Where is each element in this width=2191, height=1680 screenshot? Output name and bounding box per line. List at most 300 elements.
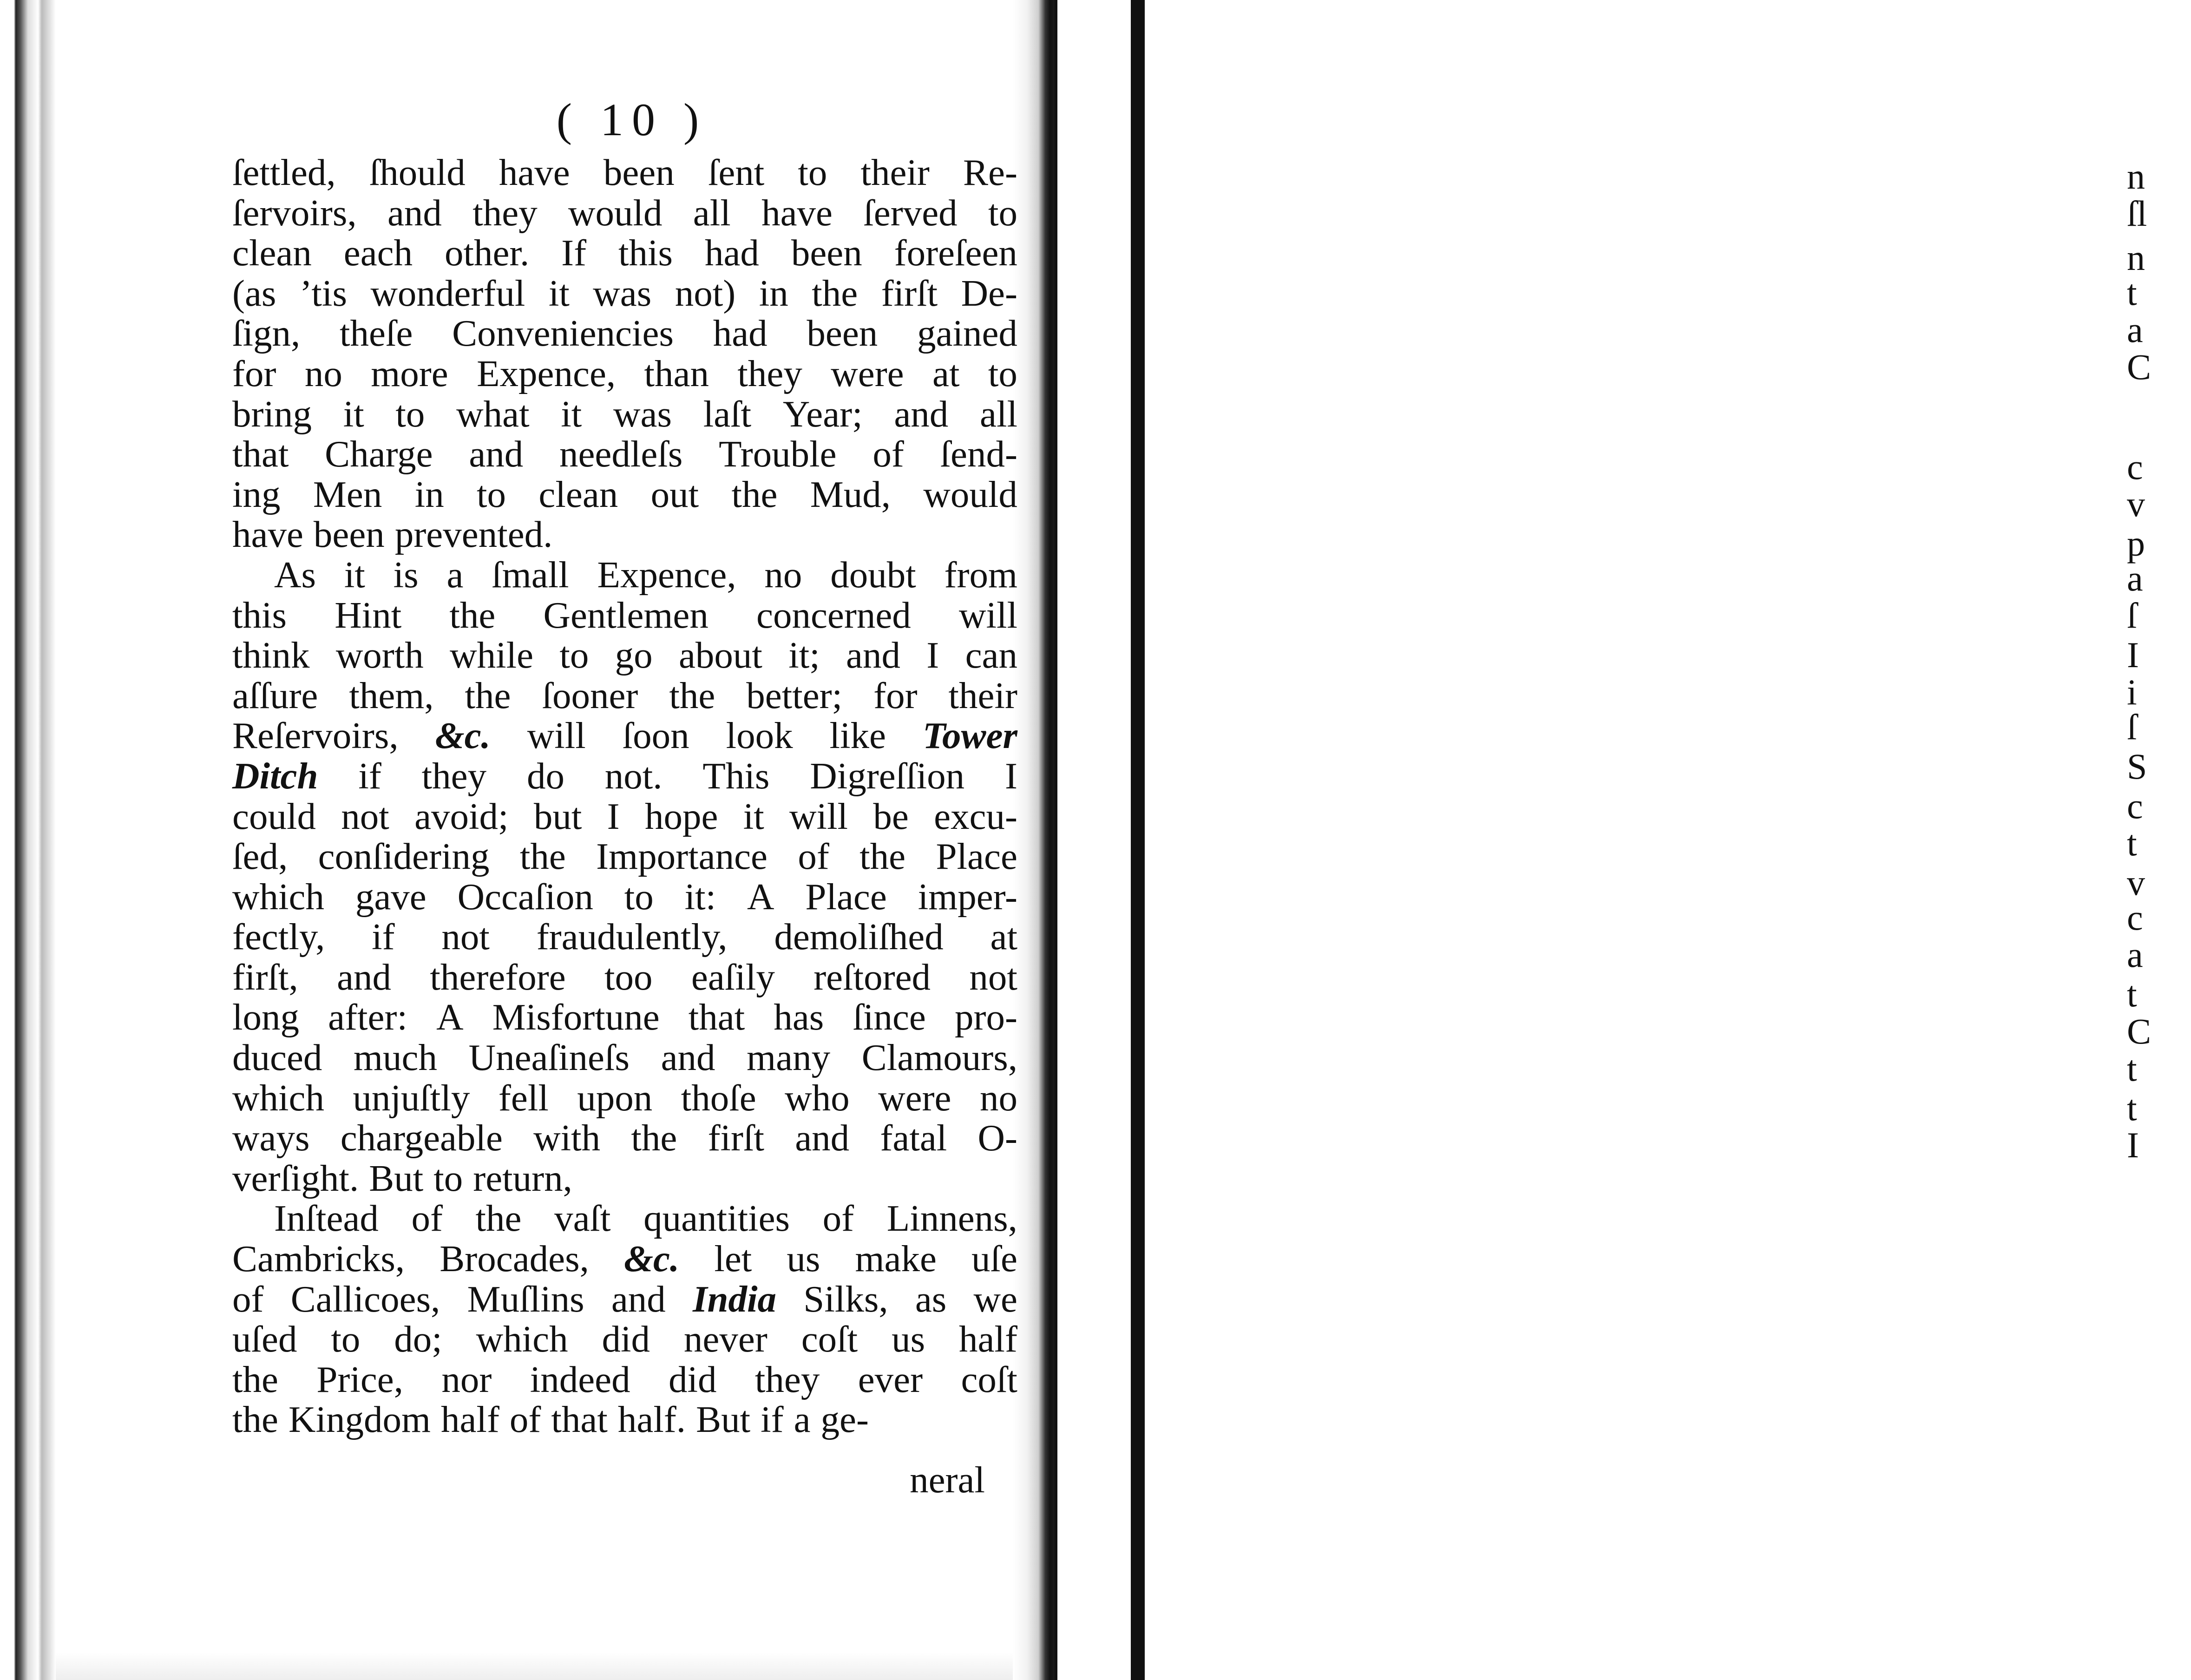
word: the [449, 594, 496, 636]
word: laſt [703, 393, 752, 435]
facing-page-fragment: ſ [2127, 595, 2137, 636]
word: Place [936, 835, 1017, 878]
text-line [232, 514, 1017, 555]
word: to [988, 352, 1017, 394]
catchword: neral [910, 1459, 985, 1501]
word: do; [394, 1318, 442, 1360]
word: could [232, 795, 316, 837]
word: if [358, 755, 381, 797]
text-line [232, 1279, 1017, 1319]
word: Silks, [803, 1278, 888, 1320]
text-line [232, 233, 1017, 273]
facing-page-fragment: v [2127, 862, 2145, 903]
word: other. [445, 232, 530, 274]
word: worth [335, 634, 424, 676]
word: too [604, 956, 653, 998]
word: Place [805, 875, 887, 918]
word: and [611, 1278, 666, 1320]
word: fraudulently, [536, 916, 728, 958]
word: ſooner [542, 674, 638, 716]
word: which [232, 875, 324, 918]
word: at [990, 916, 1017, 958]
page-gutter [1013, 0, 1055, 1680]
text-line [232, 796, 1017, 837]
word: firſt, [232, 956, 298, 998]
text-line [232, 152, 1017, 193]
word: aſſure [232, 674, 318, 716]
word: than [644, 352, 709, 394]
text-line [232, 595, 1017, 636]
word: This [702, 755, 770, 797]
word: ever [858, 1358, 923, 1400]
word: Cambricks, [232, 1238, 405, 1280]
word: never [683, 1318, 768, 1360]
word: no [304, 352, 342, 394]
word: the [232, 1358, 278, 1400]
word: and [387, 191, 442, 234]
word: ing [232, 473, 281, 515]
word: Misfortune [492, 996, 660, 1038]
word: will [958, 594, 1017, 636]
book-page [60, 0, 1017, 1680]
word: therefore [430, 956, 566, 998]
text-line [232, 474, 1017, 515]
text-line [232, 1239, 1017, 1279]
word: of [872, 433, 904, 475]
facing-page-fragment: c [2127, 446, 2143, 487]
text-line [232, 1158, 1017, 1199]
word: excu- [934, 795, 1017, 837]
word: A [436, 996, 464, 1038]
word: been [807, 312, 878, 354]
facing-page-fragment: a [2127, 309, 2143, 350]
word: ſent [708, 151, 765, 193]
text-line [232, 1399, 1017, 1440]
facing-page-fragment: ſl [2127, 193, 2147, 234]
word: needleſs [559, 433, 683, 475]
word: many [747, 1037, 831, 1079]
word: think [232, 634, 310, 676]
word: it [743, 795, 764, 837]
word: no [979, 1076, 1017, 1119]
word: the [519, 835, 566, 878]
word: to [559, 634, 589, 676]
word: Re- [963, 151, 1017, 193]
word: verſight. [232, 1157, 359, 1199]
word: vaſt [554, 1197, 611, 1240]
text-line [232, 676, 1017, 716]
word: De- [961, 272, 1017, 314]
word: firſt [881, 272, 938, 314]
word: it [343, 393, 364, 435]
word: them, [349, 674, 434, 716]
word: Occaſion [457, 875, 593, 918]
word: and [337, 956, 392, 998]
word: Muſlins [467, 1278, 584, 1320]
word: to [331, 1318, 361, 1360]
word: and [795, 1117, 850, 1159]
facing-page-fragment: t [2127, 823, 2137, 863]
word: their [948, 674, 1017, 716]
body-text [232, 152, 1017, 1440]
word: Price, [316, 1358, 404, 1400]
word: conſidering [318, 835, 490, 878]
word: all [980, 393, 1017, 435]
word: at [932, 352, 960, 394]
word: who [785, 1076, 850, 1119]
text-line [232, 635, 1017, 676]
word: Expence, [477, 352, 616, 394]
word: for [873, 674, 918, 716]
word: reſtored [813, 956, 931, 998]
word: make [855, 1238, 937, 1280]
text-line [232, 1118, 1017, 1158]
word: ſhould [369, 151, 466, 193]
word: been [791, 232, 862, 274]
word: Expence, [597, 553, 736, 596]
word: Uneaſineſs [468, 1037, 630, 1079]
word: uſed [232, 1318, 297, 1360]
word: coſt [961, 1358, 1017, 1400]
word: half. [617, 1398, 686, 1441]
text-line [232, 917, 1017, 957]
word: if [372, 916, 395, 958]
facing-page-fragment: I [2127, 635, 2139, 675]
word: ſign, [232, 312, 301, 354]
facing-page-fragment: i [2127, 672, 2137, 712]
facing-page-fragments [2126, 0, 2191, 1680]
word: gave [355, 875, 426, 918]
word: be [873, 795, 909, 837]
word: Importance [596, 835, 768, 878]
word: not [441, 916, 490, 958]
word: for [232, 352, 276, 394]
word: was [613, 393, 672, 435]
word: which [476, 1318, 568, 1360]
word: Linnens, [886, 1197, 1017, 1240]
word: eaſily [691, 956, 775, 998]
facing-page-fragment: n [2127, 156, 2145, 197]
word: ſerved [863, 191, 958, 234]
word: had [704, 232, 759, 274]
word: to [798, 151, 827, 193]
word: this [618, 232, 673, 274]
word: the [731, 473, 778, 515]
word: that [232, 433, 289, 475]
word: imper- [918, 875, 1017, 918]
word: the [232, 1398, 278, 1441]
word: a [794, 1398, 811, 1441]
word: in [414, 473, 444, 515]
word: to [477, 473, 506, 515]
word: I [607, 795, 620, 837]
word: is [393, 553, 419, 596]
word: Ditch [232, 755, 318, 797]
word: they [737, 352, 802, 394]
word: Hint [335, 594, 402, 636]
word: &c. [624, 1238, 680, 1280]
book-spine-edge [0, 0, 56, 1680]
word: to [988, 191, 1017, 234]
word: (as [232, 272, 276, 314]
word: they [421, 755, 487, 797]
word: have [499, 151, 570, 193]
word: while [450, 634, 534, 676]
word: ways [232, 1117, 310, 1159]
word: the [812, 272, 858, 314]
word: Tower [922, 715, 1017, 757]
word: has [774, 996, 824, 1038]
word: ſervoirs, [232, 191, 357, 234]
word: ſend- [940, 433, 1017, 475]
word: thoſe [681, 1076, 756, 1119]
word: this [232, 594, 287, 636]
word: not. [604, 755, 663, 797]
word: I [1005, 755, 1017, 797]
word: look [726, 715, 793, 757]
word: it; [788, 634, 820, 676]
text-line [232, 193, 1017, 233]
word: theſe [339, 312, 413, 354]
word: that [688, 996, 745, 1038]
word: but [533, 795, 582, 837]
facing-page-fragment: t [2127, 272, 2137, 313]
word: do [526, 755, 564, 797]
word: will [527, 715, 586, 757]
word: Trouble [719, 433, 837, 475]
word: bring [232, 393, 312, 435]
word: to [624, 875, 654, 918]
word: return, [473, 1157, 572, 1199]
text-line [232, 715, 1017, 756]
word: would [923, 473, 1017, 515]
word: and [661, 1037, 715, 1079]
word: the [475, 1197, 522, 1240]
word: can [965, 634, 1017, 676]
word: wonderful [370, 272, 525, 314]
page-number: ( 10 ) [556, 94, 708, 145]
facing-page-fragment: C [2127, 1011, 2152, 1051]
word: each [343, 232, 413, 274]
word: half [958, 1318, 1017, 1360]
word: Kingdom [288, 1398, 431, 1441]
word: A [747, 875, 774, 918]
word: and [894, 393, 949, 435]
word: we [973, 1278, 1017, 1320]
word: were [878, 1076, 951, 1119]
word: Conveniencies [452, 312, 674, 354]
word: no [764, 553, 802, 596]
facing-page-fragment: t [2127, 974, 2137, 1014]
word: and [469, 433, 524, 475]
word: they [754, 1358, 820, 1400]
word: not [341, 795, 389, 837]
text-line [232, 756, 1017, 796]
facing-page-fragment: p [2127, 523, 2145, 564]
word: fectly, [232, 916, 325, 958]
word: quantities [643, 1197, 790, 1240]
word: all [693, 191, 731, 234]
word: fell [498, 1076, 549, 1119]
word: Digreſſion [810, 755, 965, 797]
word: with [533, 1117, 601, 1159]
word: did [602, 1318, 650, 1360]
word: Year; [782, 393, 863, 435]
word: more [371, 352, 448, 394]
word: much [354, 1037, 437, 1079]
word: unjuſtly [353, 1076, 470, 1119]
word: their [860, 151, 930, 193]
word: ſmall [492, 553, 569, 596]
word: would [568, 191, 663, 234]
word: foreſeen [894, 232, 1017, 274]
word: the [465, 674, 511, 716]
word: doubt [830, 553, 916, 596]
word: the [669, 674, 715, 716]
word: and [846, 634, 900, 676]
text-line [232, 1319, 1017, 1359]
word: clean [538, 473, 618, 515]
word: not) [675, 272, 736, 314]
word: if [761, 1398, 784, 1441]
word: ’tis [299, 272, 347, 314]
facing-page-fragment: ſ [2127, 707, 2137, 747]
word: of [822, 1197, 854, 1240]
word: will [789, 795, 848, 837]
word: out [650, 473, 699, 515]
word: As [274, 553, 316, 596]
word: coſt [801, 1318, 858, 1360]
word: it: [684, 875, 716, 918]
word: that [551, 1398, 608, 1441]
facing-page-fragment: C [2127, 347, 2152, 387]
word: hope [644, 795, 718, 837]
word: after: [328, 996, 407, 1038]
word: which [232, 1076, 324, 1119]
word: like [829, 715, 886, 757]
text-line [232, 836, 1017, 877]
word: to [395, 393, 425, 435]
text-line [232, 434, 1017, 474]
word: demoliſhed [774, 916, 944, 958]
word: it [548, 272, 570, 314]
word: ſettled, [232, 151, 336, 193]
facing-page-fragment: I [2127, 1125, 2139, 1165]
word: from [944, 553, 1017, 596]
word: it [561, 393, 582, 435]
word: clean [232, 232, 312, 274]
word: let [714, 1238, 752, 1280]
word: of [509, 1398, 541, 1441]
word: gained [917, 312, 1017, 354]
word: Inſtead [274, 1197, 379, 1240]
scan-border [1131, 0, 1145, 1680]
word: upon [577, 1076, 653, 1119]
word: the [859, 835, 906, 878]
word: of [232, 1278, 264, 1320]
word: indeed [530, 1358, 630, 1400]
word: long [232, 996, 300, 1038]
word: Brocades, [440, 1238, 589, 1280]
word: go [615, 634, 653, 676]
word: were [831, 352, 904, 394]
text-line [232, 997, 1017, 1037]
word: us [787, 1238, 820, 1280]
word: ge- [820, 1398, 869, 1441]
word: it [344, 553, 365, 596]
word: Men [313, 473, 382, 515]
facing-page-fragment: t [2127, 1048, 2137, 1089]
word: of [798, 835, 829, 878]
facing-page-fragment: a [2127, 558, 2143, 598]
word: Charge [325, 433, 433, 475]
word: India [692, 1278, 777, 1320]
facing-page-fragment: c [2127, 786, 2143, 826]
text-line [232, 877, 1017, 917]
word: not [969, 956, 1017, 998]
text-line [232, 394, 1017, 434]
word: to [433, 1157, 463, 1199]
facing-page-fragment: c [2127, 897, 2143, 938]
word: chargeable [340, 1117, 503, 1159]
word: us [892, 1318, 925, 1360]
word: ſoon [622, 715, 689, 757]
word: in [759, 272, 788, 314]
word: concerned [756, 594, 911, 636]
word: fatal [880, 1117, 947, 1159]
text-line [232, 1359, 1017, 1400]
facing-page-fragment: t [2127, 1088, 2137, 1128]
word: was [593, 272, 652, 314]
word: Mud, [810, 473, 891, 515]
word: better; [746, 674, 843, 716]
facing-page-fragment: S [2127, 746, 2147, 787]
text-line [232, 957, 1017, 998]
word: a [446, 553, 464, 596]
word: been [603, 151, 675, 193]
word: &c. [435, 715, 491, 757]
word: duced [232, 1037, 322, 1079]
word: have [761, 191, 833, 234]
word: did [669, 1358, 717, 1400]
facing-page-fragment: n [2127, 237, 2145, 278]
word: Clamours, [861, 1037, 1017, 1079]
word: If [561, 232, 587, 274]
word: uſe [971, 1238, 1017, 1280]
word: of [411, 1197, 443, 1240]
word: what [456, 393, 530, 435]
word: O- [977, 1117, 1017, 1159]
word: they [472, 191, 538, 234]
word: as [915, 1278, 947, 1320]
word: have [232, 513, 303, 556]
word: nor [441, 1358, 492, 1400]
text-line [232, 313, 1017, 354]
word: ſince [853, 996, 926, 1038]
facing-page-fragment: v [2127, 484, 2145, 524]
text-line [232, 354, 1017, 394]
word: ſed, [232, 835, 288, 878]
text-line [232, 273, 1017, 314]
word: half [440, 1398, 499, 1441]
word: Reſervoirs, [232, 715, 399, 757]
word: the [631, 1117, 677, 1159]
word: Callicoes, [290, 1278, 440, 1320]
text-line [232, 555, 1017, 595]
word: prevented. [394, 513, 553, 556]
word: been [313, 513, 385, 556]
word: But [369, 1157, 424, 1199]
